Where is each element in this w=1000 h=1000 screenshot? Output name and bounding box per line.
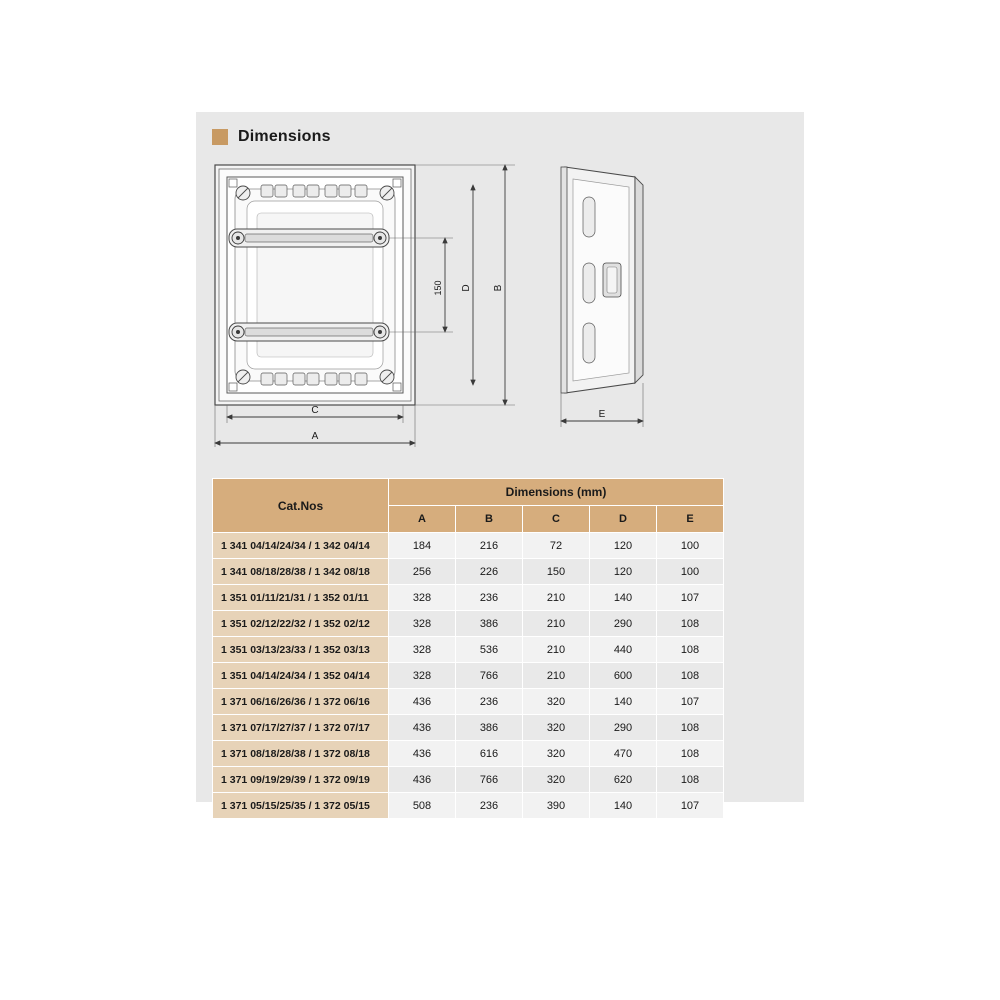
page-title: Dimensions xyxy=(238,128,331,145)
cell-catnos: 1 351 04/14/24/34 / 1 352 04/14 xyxy=(213,663,389,689)
cell-c: 320 xyxy=(523,767,590,793)
cell-b: 236 xyxy=(456,793,523,819)
cell-e: 108 xyxy=(657,611,724,637)
table-row xyxy=(213,533,724,559)
cell-c: 150 xyxy=(523,559,590,585)
dim-label-150: 150 xyxy=(433,280,443,296)
cell-d: 290 xyxy=(590,715,657,741)
section-swatch-icon xyxy=(212,129,228,145)
cell-a: 328 xyxy=(389,637,456,663)
cell-catnos: 1 351 02/12/22/32 / 1 352 02/12 xyxy=(213,611,389,637)
cell-b: 766 xyxy=(456,663,523,689)
cell-d: 140 xyxy=(590,793,657,819)
section-header xyxy=(212,128,331,146)
table-row xyxy=(213,611,724,637)
cell-catnos: 1 371 07/17/27/37 / 1 372 07/17 xyxy=(213,715,389,741)
cell-b: 766 xyxy=(456,767,523,793)
cell-c: 320 xyxy=(523,715,590,741)
cell-e: 108 xyxy=(657,741,724,767)
cell-e: 107 xyxy=(657,689,724,715)
cell-e: 108 xyxy=(657,663,724,689)
table-row xyxy=(213,689,724,715)
cell-b: 386 xyxy=(456,611,523,637)
cell-b: 536 xyxy=(456,637,523,663)
cell-c: 72 xyxy=(523,533,590,559)
header-catnos: Cat.Nos xyxy=(213,479,389,533)
cell-a: 328 xyxy=(389,585,456,611)
cell-d: 470 xyxy=(590,741,657,767)
cell-catnos: 1 371 05/15/25/35 / 1 372 05/15 xyxy=(213,793,389,819)
table-row xyxy=(213,767,724,793)
cell-a: 508 xyxy=(389,793,456,819)
header-col-e: E xyxy=(657,506,724,533)
cell-catnos: 1 351 01/11/21/31 / 1 352 01/11 xyxy=(213,585,389,611)
header-col-b: B xyxy=(456,506,523,533)
cell-e: 108 xyxy=(657,637,724,663)
cell-d: 290 xyxy=(590,611,657,637)
dim-label-a: A xyxy=(311,431,319,442)
header-col-c: C xyxy=(523,506,590,533)
cell-e: 100 xyxy=(657,559,724,585)
dimension-drawing xyxy=(205,155,800,465)
table-row xyxy=(213,585,724,611)
dim-label-b: B xyxy=(493,284,504,292)
cell-a: 256 xyxy=(389,559,456,585)
cell-b: 386 xyxy=(456,715,523,741)
cell-catnos: 1 371 09/19/29/39 / 1 372 09/19 xyxy=(213,767,389,793)
cell-d: 600 xyxy=(590,663,657,689)
cell-b: 236 xyxy=(456,585,523,611)
cell-b: 616 xyxy=(456,741,523,767)
table-row xyxy=(213,793,724,819)
cell-e: 108 xyxy=(657,715,724,741)
cell-b: 226 xyxy=(456,559,523,585)
cell-catnos: 1 371 08/18/28/38 / 1 372 08/18 xyxy=(213,741,389,767)
cell-e: 107 xyxy=(657,585,724,611)
dim-label-e: E xyxy=(598,409,606,420)
cell-a: 436 xyxy=(389,689,456,715)
cell-c: 390 xyxy=(523,793,590,819)
cell-e: 100 xyxy=(657,533,724,559)
table-row xyxy=(213,637,724,663)
cell-catnos: 1 341 08/18/28/38 / 1 342 08/18 xyxy=(213,559,389,585)
header-col-d: D xyxy=(590,506,657,533)
cell-a: 436 xyxy=(389,767,456,793)
cell-c: 210 xyxy=(523,663,590,689)
cell-d: 440 xyxy=(590,637,657,663)
cell-c: 320 xyxy=(523,741,590,767)
dimensions-table xyxy=(212,478,724,819)
cell-a: 436 xyxy=(389,715,456,741)
cell-a: 436 xyxy=(389,741,456,767)
table-row xyxy=(213,741,724,767)
cell-d: 620 xyxy=(590,767,657,793)
cell-c: 320 xyxy=(523,689,590,715)
cell-catnos: 1 371 06/16/26/36 / 1 372 06/16 xyxy=(213,689,389,715)
cell-catnos: 1 341 04/14/24/34 / 1 342 04/14 xyxy=(213,533,389,559)
cell-a: 328 xyxy=(389,611,456,637)
cell-catnos: 1 351 03/13/23/33 / 1 352 03/13 xyxy=(213,637,389,663)
cell-a: 328 xyxy=(389,663,456,689)
cell-d: 120 xyxy=(590,559,657,585)
table-row xyxy=(213,559,724,585)
cell-b: 236 xyxy=(456,689,523,715)
dim-label-c: C xyxy=(311,405,319,416)
header-dimensions-group: Dimensions (mm) xyxy=(389,479,724,506)
cell-c: 210 xyxy=(523,637,590,663)
cell-c: 210 xyxy=(523,611,590,637)
cell-a: 184 xyxy=(389,533,456,559)
cell-d: 140 xyxy=(590,585,657,611)
table-row xyxy=(213,715,724,741)
table-header-row xyxy=(213,479,724,506)
cell-b: 216 xyxy=(456,533,523,559)
table-row xyxy=(213,663,724,689)
cell-d: 120 xyxy=(590,533,657,559)
cell-d: 140 xyxy=(590,689,657,715)
cell-c: 210 xyxy=(523,585,590,611)
dim-label-d: D xyxy=(461,284,472,292)
cell-e: 107 xyxy=(657,793,724,819)
header-col-a: A xyxy=(389,506,456,533)
cell-e: 108 xyxy=(657,767,724,793)
